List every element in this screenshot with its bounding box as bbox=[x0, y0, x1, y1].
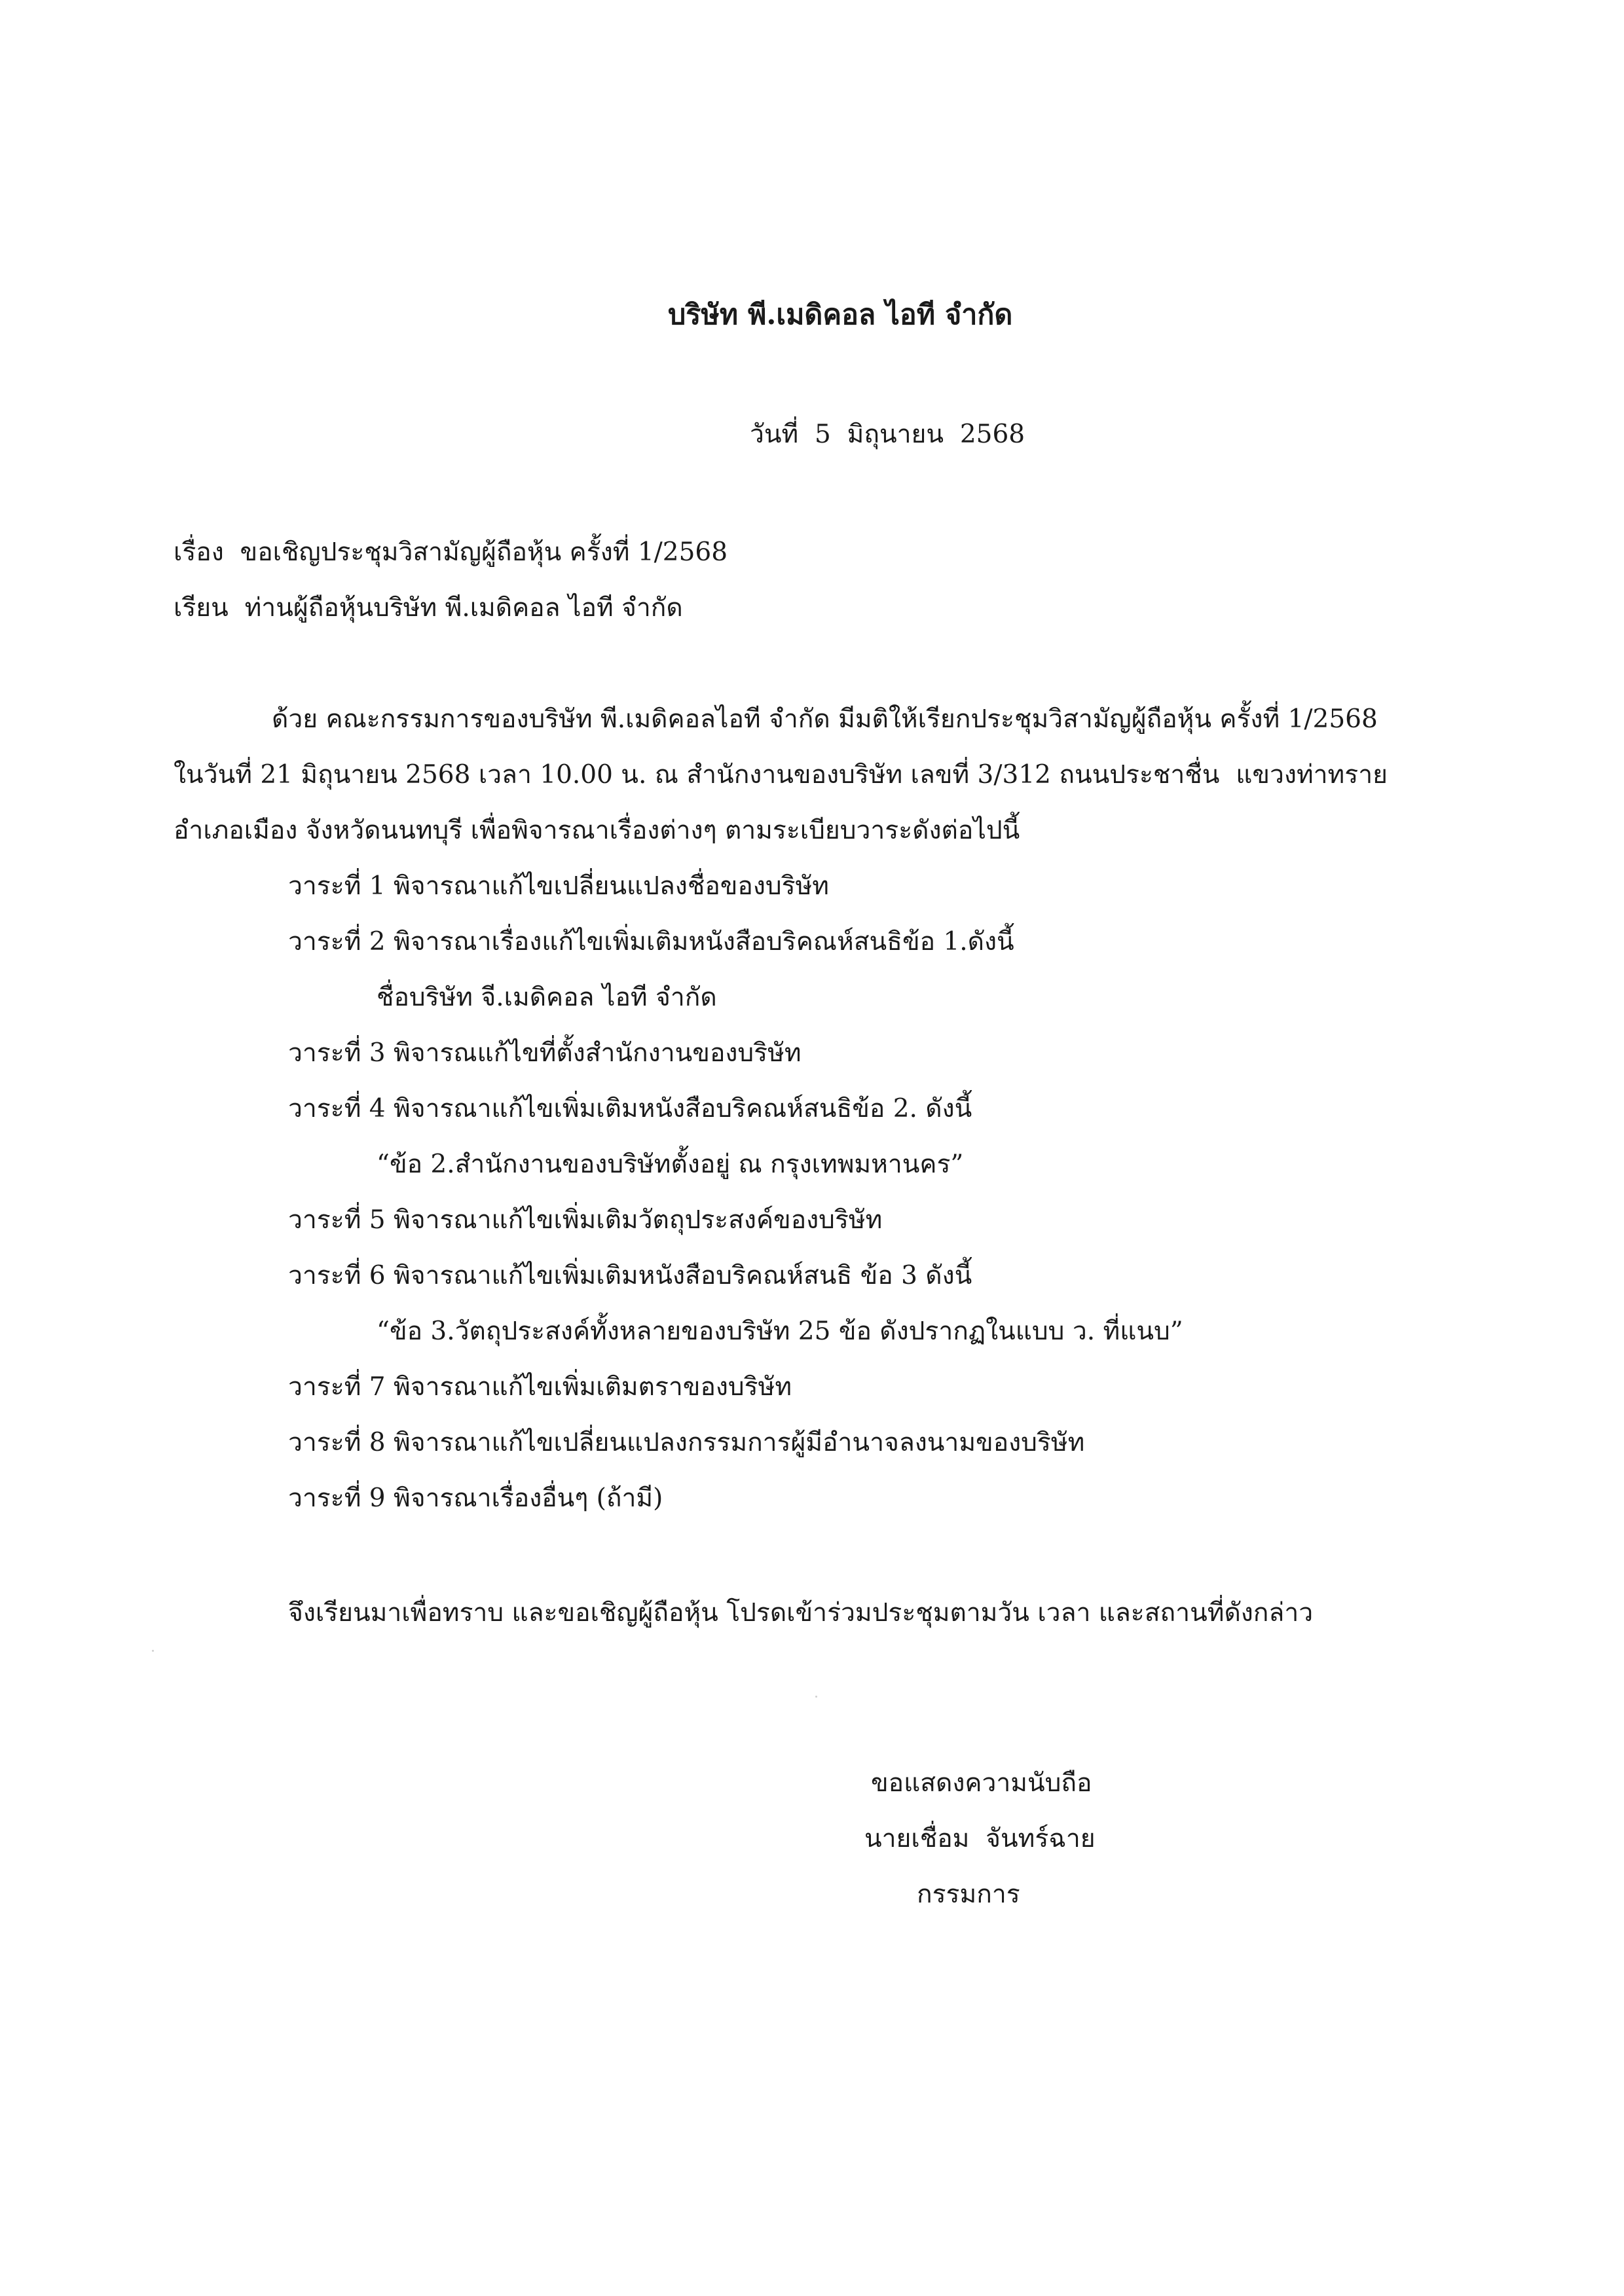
company-title: บริษัท พี.เมดิคอล ไอที จำกัด bbox=[668, 299, 1013, 331]
agenda-item-1: วาระที่ 1 พิจารณาแก้ไขเปลี่ยนแปลงชื่อของบริษัท bbox=[288, 871, 829, 901]
closing-statement: จึงเรียนมาเพื่อทราบ และขอเชิญผู้ถือหุ้น โปรดเข้าร่วมประชุมตามวัน เวลา และสถานที่ดังกล่าว bbox=[288, 1598, 1314, 1628]
agenda-item-4: วาระที่ 4 พิจารณาแก้ไขเพิ่มเติมหนังสือบริคณห์สนธิข้อ 2. ดังนี้ bbox=[288, 1094, 972, 1123]
letter-date: วันที่ 5 มิถุนายน 2568 bbox=[750, 420, 1025, 449]
intro-paragraph-line-2: ในวันที่ 21 มิถุนายน 2568 เวลา 10.00 น. ณ สำนักงานของบริษัท เลขที่ 3/312 ถนนประชาชื่น แขวงท่าทราย bbox=[174, 760, 1388, 790]
agenda-item-5: วาระที่ 5 พิจารณาแก้ไขเพิ่มเติมวัตถุประสงค์ของบริษัท bbox=[288, 1205, 883, 1235]
recipient-line: เรียน ท่านผู้ถือหุ้นบริษัท พี.เมดิคอล ไอที จำกัด bbox=[174, 593, 683, 623]
agenda-item-9: วาระที่ 9 พิจารณาเรื่องอื่นๆ (ถ้ามี) bbox=[288, 1484, 663, 1513]
signatory-name: นายเชื่อม จันทร์ฉาย bbox=[864, 1824, 1096, 1853]
agenda-item-3: วาระที่ 3 พิจารณแก้ไขที่ตั้งสำนักงานของบริษัท bbox=[288, 1038, 802, 1068]
subject-line: เรื่อง ขอเชิญประชุมวิสามัญผู้ถือหุ้น ครั้งที่ 1/2568 bbox=[174, 538, 728, 567]
agenda-item-2: วาระที่ 2 พิจารณาเรื่องแก้ไขเพิ่มเติมหนังสือบริคณห์สนธิข้อ 1.ดังนี้ bbox=[288, 927, 1014, 957]
intro-paragraph-line-3: อำเภอเมือง จังหวัดนนทบุรี เพื่อพิจารณาเรื่องต่างๆ ตามระเบียบวาระดังต่อไปนี้ bbox=[174, 816, 1020, 845]
signatory-position: กรรมการ bbox=[917, 1880, 1020, 1909]
signature-salutation: ขอแสดงความนับถือ bbox=[871, 1768, 1092, 1798]
intro-paragraph-line-1: ด้วย คณะกรรมการของบริษัท พี.เมดิคอลไอที จำกัด มีมติให้เรียกประชุมวิสามัญผู้ถือหุ้น ครั้งที่ 1/2568 bbox=[272, 704, 1378, 734]
agenda-item-7: วาระที่ 7 พิจารณาแก้ไขเพิ่มเติมตราของบริษัท bbox=[288, 1372, 792, 1402]
agenda-item-6-detail: “ข้อ 3.วัตถุประสงค์ทั้งหลายของบริษัท 25 ข้อ ดังปรากฏในแบบ ว. ที่แนบ” bbox=[377, 1317, 1183, 1346]
agenda-item-8: วาระที่ 8 พิจารณาแก้ไขเปลี่ยนแปลงกรรมการผู้มีอำนาจลงนามของบริษัท bbox=[288, 1428, 1085, 1457]
agenda-item-4-detail: “ข้อ 2.สำนักงานของบริษัทตั้งอยู่ ณ กรุงเทพมหานคร” bbox=[377, 1150, 964, 1179]
scan-speck bbox=[152, 1650, 154, 1652]
agenda-item-6: วาระที่ 6 พิจารณาแก้ไขเพิ่มเติมหนังสือบริคณห์สนธิ ข้อ 3 ดังนี้ bbox=[288, 1261, 972, 1290]
agenda-item-2-detail: ชื่อบริษัท จี.เมดิคอล ไอที จำกัด bbox=[377, 983, 717, 1012]
scan-speck bbox=[815, 1696, 817, 1698]
